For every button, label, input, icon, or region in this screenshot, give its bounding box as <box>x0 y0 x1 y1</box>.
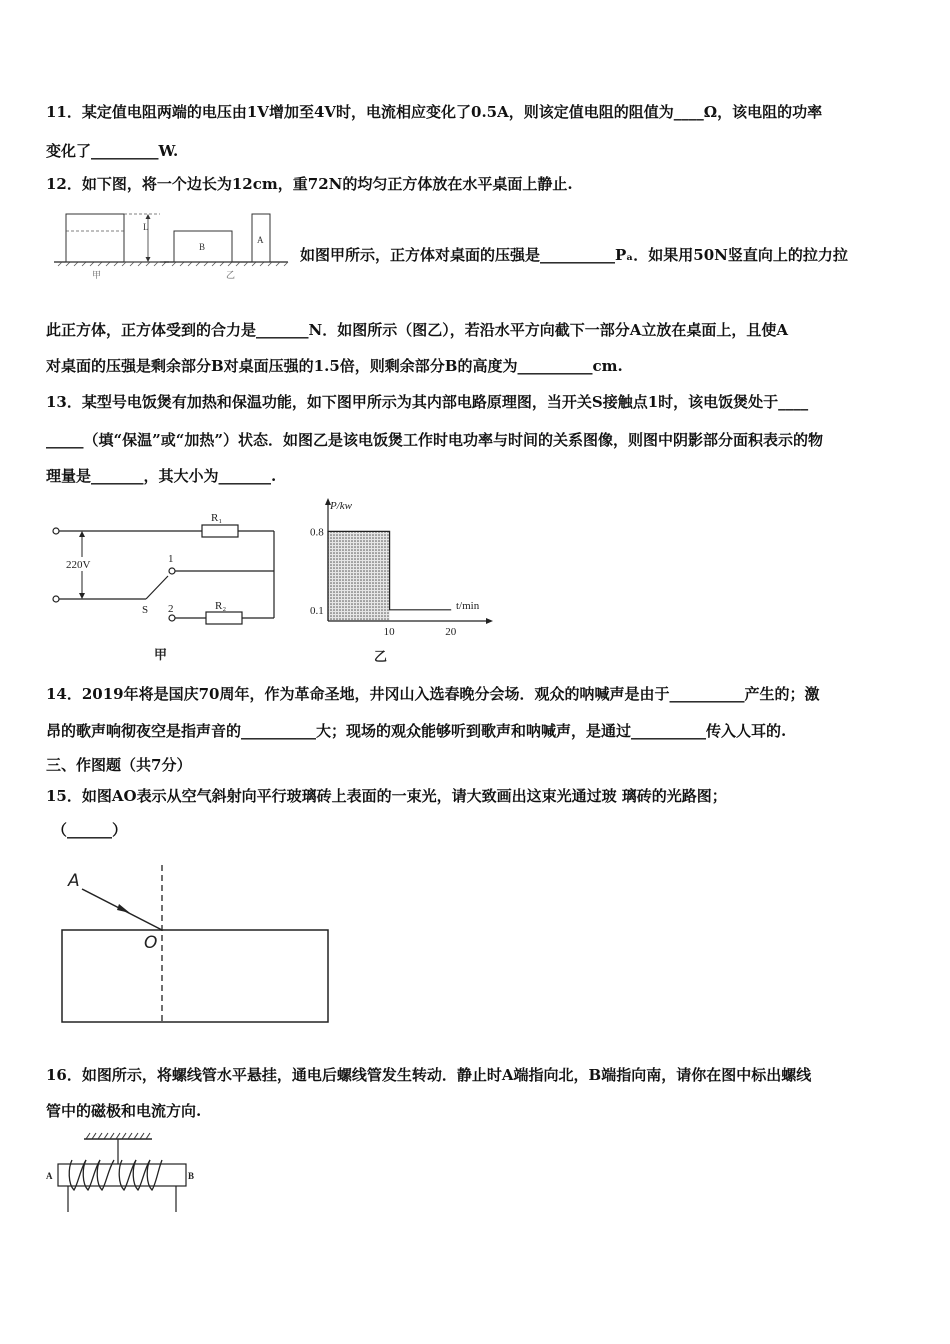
q12-line4: 对桌面的压强是剩余部分B对桌面压强的1.5倍，则剩余部分B的高度为__________cm. <box>46 357 623 375</box>
circuit-caption: 甲 <box>154 648 168 663</box>
graph-caption: 乙 <box>374 650 388 665</box>
q16-line1: 16．如图所示，将螺线管水平悬挂，通电后螺线管发生转动．静止时A端指向北，B端指向南，请你在图中标出螺线 <box>46 1066 812 1084</box>
q16-line2: 管中的磁极和电流方向. <box>46 1102 202 1120</box>
point-label-O: O <box>144 933 158 953</box>
y-axis-label: P/kw <box>330 500 352 512</box>
r1-label: R₁ <box>211 512 223 524</box>
x-axis-label: t/min <box>456 600 480 612</box>
x-tick-20: 20 <box>445 626 457 638</box>
q14-line2: 昂的歌声响彻夜空是指声音的__________大；现场的观众能够听到歌声和呐喊声，是通过__________传入人耳的. <box>46 722 787 740</box>
q12-line2: 如图甲所示，正方体对桌面的压强是__________Pₐ．如果用50N竖直向上的拉力拉 <box>300 246 848 264</box>
q13-line3: 理量是_______，其大小为_______. <box>46 467 277 485</box>
label-A: A <box>257 235 264 245</box>
contact2-label: 2 <box>168 603 174 615</box>
q13-power-graph <box>300 495 500 667</box>
section3-title: 三、作图题（共7分） <box>46 756 192 774</box>
voltage-label: 220V <box>66 559 91 571</box>
q11-line1: 11．某定值电阻两端的电压由1V增加至4V时，电流相应变化了0.5A，则该定值电阻的阻值为____Ω，该电阻的功率 <box>46 103 823 121</box>
q15-line1: 15．如图AO表示从空气斜射向平行玻璃砖上表面的一束光，请大致画出这束光通过玻 璃砖的光路图； <box>46 787 727 805</box>
q12-line1: 12．如下图，将一个边长为12cm，重72N的均匀正方体放在水平桌面上静止. <box>46 175 573 193</box>
q12-figure-cubes <box>44 208 294 280</box>
q13-circuit-diagram <box>44 505 294 665</box>
q11-line2: 变化了_________W. <box>46 142 179 160</box>
y-tick-0.1: 0.1 <box>310 604 324 617</box>
ray-label-A: A <box>68 871 80 891</box>
q13-line1: 13．某型号电饭煲有加热和保温功能，如下图甲所示为其内部电路原理图，当开关S接触点1时，该电饭煲处于____ <box>46 393 809 411</box>
q13-line2: _____（填“保温”或“加热”）状态．如图乙是该电饭煲工作时电功率与时间的关系图像，则图中阴影部分面积表示的物 <box>46 431 824 449</box>
caption-jia: 甲 <box>92 271 102 281</box>
r2-label: R₂ <box>215 600 227 612</box>
label-L: L <box>143 222 149 232</box>
q16-solenoid-figure <box>44 1130 196 1214</box>
q14-line1: 14．2019年将是国庆70周年，作为革命圣地，井冈山入选春晚分会场．观众的呐喊声是由于__________产生的；激 <box>46 685 820 703</box>
q15-glass-block-figure <box>58 862 348 1027</box>
caption-yi: 乙 <box>226 271 236 281</box>
shaded-area <box>328 531 390 621</box>
q15-answer-blank: （______） <box>52 821 128 839</box>
end-label-B: B <box>188 1171 195 1181</box>
label-B: B <box>199 242 206 252</box>
y-tick-0.8: 0.8 <box>310 526 324 539</box>
end-label-A: A <box>46 1171 53 1181</box>
x-tick-10: 10 <box>383 626 395 638</box>
switch-label: S <box>142 604 149 616</box>
contact1-label: 1 <box>168 553 174 565</box>
q12-line3: 此正方体，正方体受到的合力是_______N．如图所示（图乙），若沿水平方向截下一部分A立放在桌面上，且使A <box>46 321 788 339</box>
